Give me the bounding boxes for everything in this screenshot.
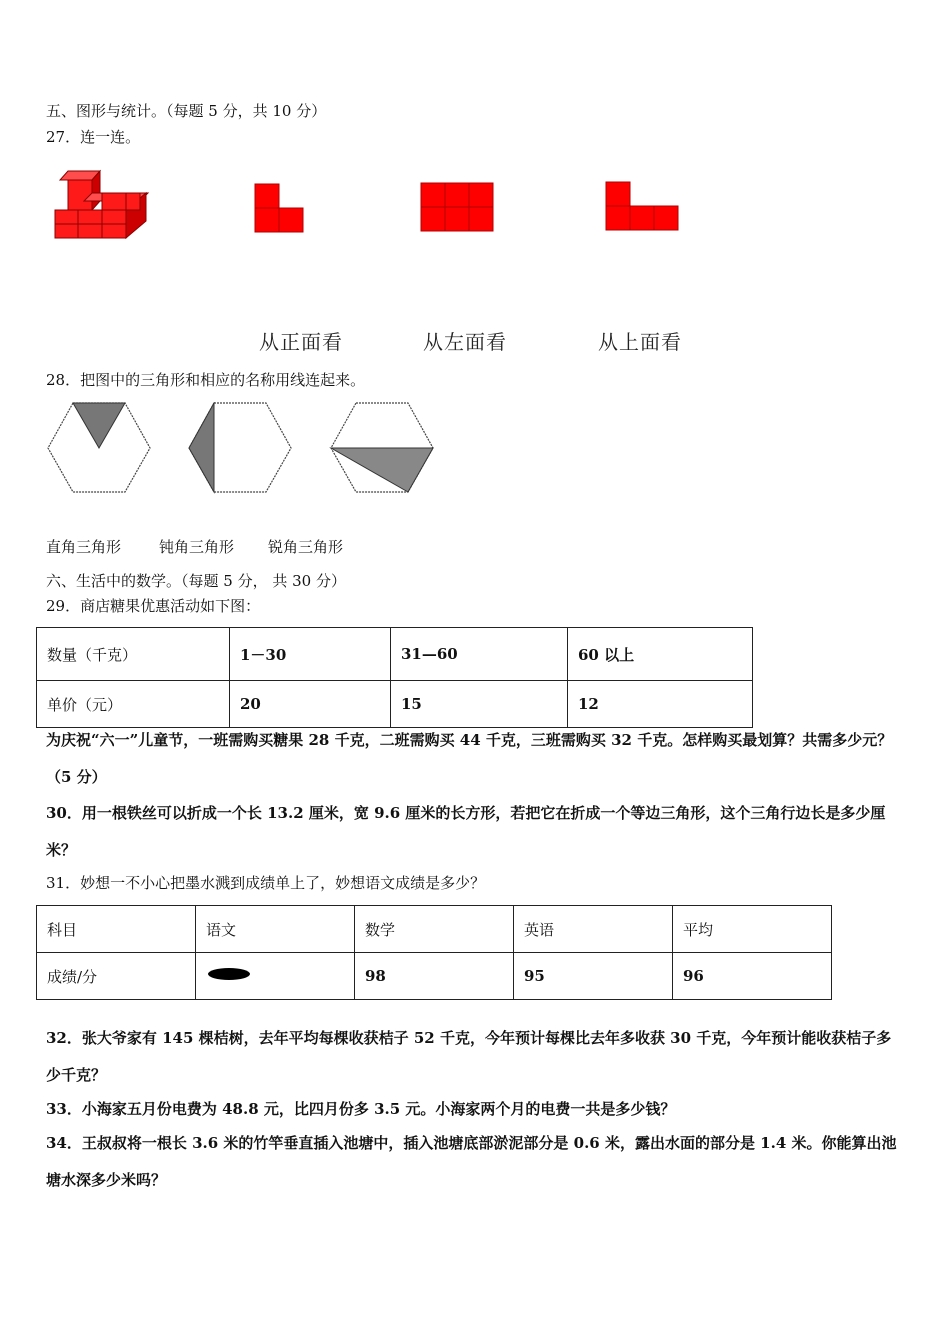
view-label-front: 从正面看 — [259, 330, 343, 354]
question-33: 33．小海家五月份电费为 48.8 元，比四月份多 3.5 元。小海家两个月的电费一共是多少钱？ — [46, 1100, 676, 1118]
table-cell: 科目 — [37, 906, 196, 953]
question-28: 28．把图中的三角形和相应的名称用线连起来。 — [46, 371, 366, 389]
cube-stack-figure — [50, 168, 150, 244]
table-cell: 15 — [391, 681, 568, 728]
table-cell: 98 — [355, 953, 514, 1000]
triangle-name-right: 直角三角形 — [46, 538, 122, 556]
question-34: 34．王叔叔将一根长 3.6 米的竹竿垂直插入池塘中，插入池塘底部淤泥部分是 0.6 米，露出水面的部分是 1.4 米。你能算出池塘水深多少米吗？ — [46, 1134, 897, 1189]
table-cell: 20 — [230, 681, 391, 728]
table-cell: 英语 — [514, 906, 673, 953]
view-shape-rect — [420, 182, 496, 234]
question-31: 31．妙想一不小心把墨水溅到成绩单上了，妙想语文成绩是多少？ — [46, 874, 486, 892]
candy-price-table — [36, 627, 753, 728]
hexagon-right-triangle — [187, 402, 293, 494]
question-27: 27．连一连。 — [46, 128, 141, 146]
hexagon-obtuse-triangle — [329, 402, 435, 494]
ink-blot-cell — [196, 953, 355, 1000]
table-cell: 语文 — [196, 906, 355, 953]
view-label-top: 从上面看 — [598, 330, 682, 354]
score-table — [36, 905, 832, 1000]
table-cell: 数学 — [355, 906, 514, 953]
table-cell: 12 — [568, 681, 753, 728]
triangle-name-acute: 锐角三角形 — [268, 538, 344, 556]
triangle-name-obtuse: 钝角三角形 — [159, 538, 235, 556]
table-cell: 成绩/分 — [37, 953, 196, 1000]
view-shape-long-l — [605, 181, 681, 233]
section6-title: 六、生活中的数学。（每题 5 分， 共 30 分） — [46, 572, 346, 590]
table-cell: 60 以上 — [568, 628, 753, 681]
section5-title: 五、图形与统计。（每题 5 分，共 10 分） — [46, 102, 327, 120]
table-cell: 单价（元） — [37, 681, 230, 728]
hexagon-acute-triangle — [46, 402, 152, 494]
table-cell: 数量（千克） — [37, 628, 230, 681]
table-cell: 平均 — [673, 906, 832, 953]
ink-blot-icon — [206, 966, 252, 982]
question-29: 29．商店糖果优惠活动如下图： — [46, 597, 261, 615]
view-shape-l — [254, 183, 306, 235]
table-cell: 31—60 — [391, 628, 568, 681]
view-label-left: 从左面看 — [423, 330, 507, 354]
question-32: 32．张大爷家有 145 棵桔树，去年平均每棵收获桔子 52 千克，今年预计每棵比去年多收获 30 千克，今年预计能收获桔子多少千克？ — [46, 1029, 892, 1084]
question-30: 30．用一根铁丝可以折成一个长 13.2 厘米，宽 9.6 厘米的长方形，若把它在折成一个等边三角形，这个三角行边长是多少厘米？ — [46, 804, 886, 859]
question-29-text: 为庆祝“六一”儿童节，一班需购买糖果 28 千克，二班需购买 44 千克，三班需购买 32 千克。怎样购买最划算？共需多少元？（5 分） — [46, 731, 893, 786]
table-cell: 96 — [673, 953, 832, 1000]
table-cell: 95 — [514, 953, 673, 1000]
table-cell: 1－30 — [230, 628, 391, 681]
